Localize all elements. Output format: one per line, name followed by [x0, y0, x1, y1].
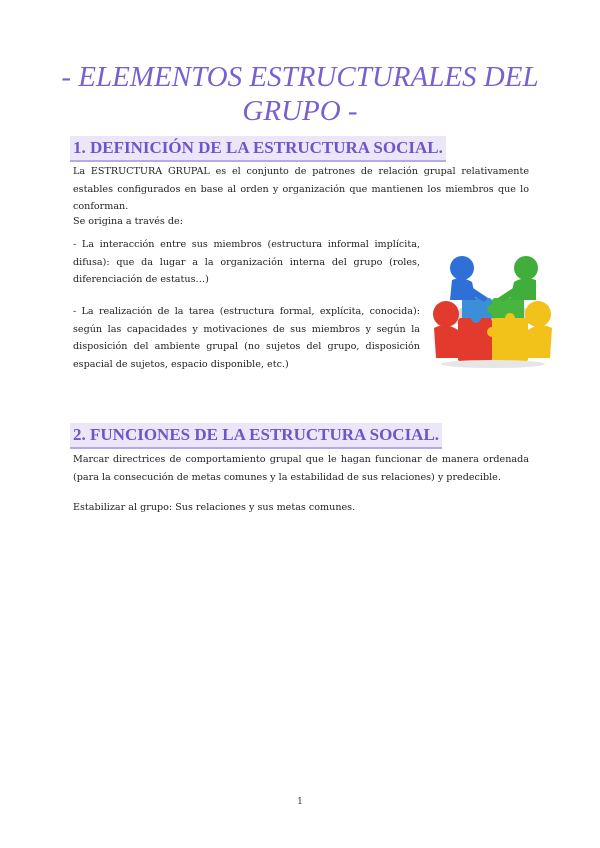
paragraph-stabilize: Estabilizar al grupo: Sus relaciones y sus metas comunes. [73, 502, 356, 513]
section-heading-definicion: 1. DEFINICIÓN DE LA ESTRUCTURA SOCIAL. [70, 136, 446, 162]
paragraph-task: - La realización de la tarea (estructura formal, explícita, conocida): según las capacidades y motivaciones de sus miembros y según la disposición del ambiente grupal (no sujetos del grupo, disposición espacial de sujetos, espacio disponible, etc.) [73, 306, 420, 370]
puzzle-team-figures-icon [432, 246, 554, 370]
paragraph-functions: Marcar directrices de comportamiento grupal que le hagan funcionar de manera ordenada (para la consecución de metas comunes y la estabilidad de sus relaciones) y predecible. [73, 454, 529, 483]
page-title: - ELEMENTOS ESTRUCTURALES DEL GRUPO - [61, 61, 539, 127]
paragraph-origin-intro: Se origina a través de: [73, 216, 183, 227]
page-number: 1 [297, 797, 303, 807]
paragraph-interaction: - La interacción entre sus miembros (estructura informal implícita, difusa): que da lugar a la organización interna del grupo (roles, diferenciación de estatus…) [73, 239, 420, 285]
section-heading-funciones: 2. FUNCIONES DE LA ESTRUCTURA SOCIAL. [70, 423, 442, 449]
paragraph-definition: La ESTRUCTURA GRUPAL es el conjunto de patrones de relación grupal relativamente estables configurados en base al orden y organización que mantienen los miembros que lo conforman. [73, 166, 529, 212]
